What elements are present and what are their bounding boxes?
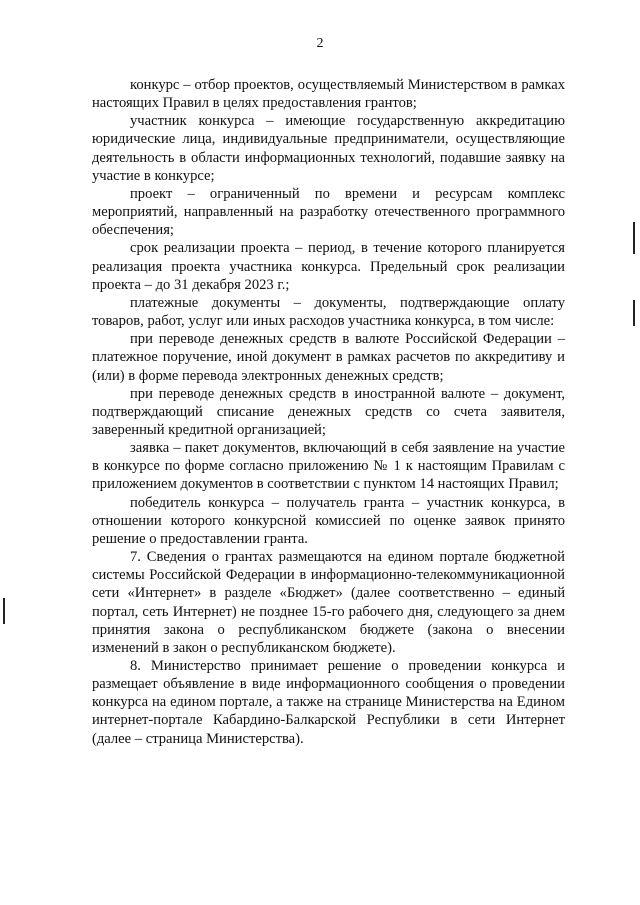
document-body bbox=[92, 76, 565, 748]
paragraph-section-8: 8. Министерство принимает решение о проведении конкурса и размещает объявление в виде информационного сообщения о проведении конкурса на едином портале, а также на странице Министерства на Едином интернет-портале Кабардино-Балкарской Республики в сети Интернет (далее – страница Министерства). bbox=[92, 658, 565, 747]
paragraph: при переводе денежных средств в иностранной валюте – документ, подтверждающий списание денежных средств со счета заявителя, заверенный кредитной организацией; bbox=[92, 385, 565, 438]
scan-mark-right-bottom bbox=[633, 300, 635, 326]
paragraph: конкурс – отбор проектов, осуществляемый Министерством в рамках настоящих Правил в целях предоставления грантов; bbox=[92, 77, 565, 112]
paragraph: победитель конкурса – получатель гранта – участник конкурса, в отношении которого конкурсной комиссией по оценке заявок принято решение о предоставлении гранта. bbox=[92, 494, 565, 547]
paragraph: срок реализации проекта – период, в течение которого планируется реализация проекта участника конкурса. Предельный срок реализации проекта – до 31 декабря 2023 г.; bbox=[92, 240, 565, 293]
scan-mark-right-top bbox=[633, 222, 635, 254]
scan-mark-left bbox=[3, 598, 5, 624]
paragraph: при переводе денежных средств в валюте Российской Федерации – платежное поручение, иной документ в рамках расчетов по аккредитиву и (или) в форме перевода электронных денежных средств; bbox=[92, 331, 565, 384]
paragraph: заявка – пакет документов, включающий в себя заявление на участие в конкурсе по форме согласно приложению № 1 к настоящим Правилам с приложением документов в соответствии с пунктом 14 настоящих Правил; bbox=[92, 440, 565, 493]
paragraph: платежные документы – документы, подтверждающие оплату товаров, работ, услуг или иных расходов участника конкурса, в том числе: bbox=[92, 294, 565, 330]
paragraph: проект – ограниченный по времени и ресурсам комплекс мероприятий, направленный на разработку отечественного программного обеспечения; bbox=[92, 185, 565, 239]
paragraph-section-7: 7. Сведения о грантах размещаются на едином портале бюджетной системы Российской Федерации в информационно-телекоммуникационной сети «Интернет» в разделе «Бюджет» (далее соответственно – единый портал, сеть Интернет) не позднее 15-го рабочего дня, следующего за днем принятия закона о республиканском бюджете (закона о внесении изменений в закон о республиканском бюджете). bbox=[92, 549, 565, 656]
page-number: 2 bbox=[316, 36, 324, 51]
paragraph: участник конкурса – имеющие государственную аккредитацию юридические лица, индивидуальные предприниматели, осуществляющие деятельность в области информационных технологий, подавшие заявку на участие в конкурсе; bbox=[92, 113, 565, 184]
